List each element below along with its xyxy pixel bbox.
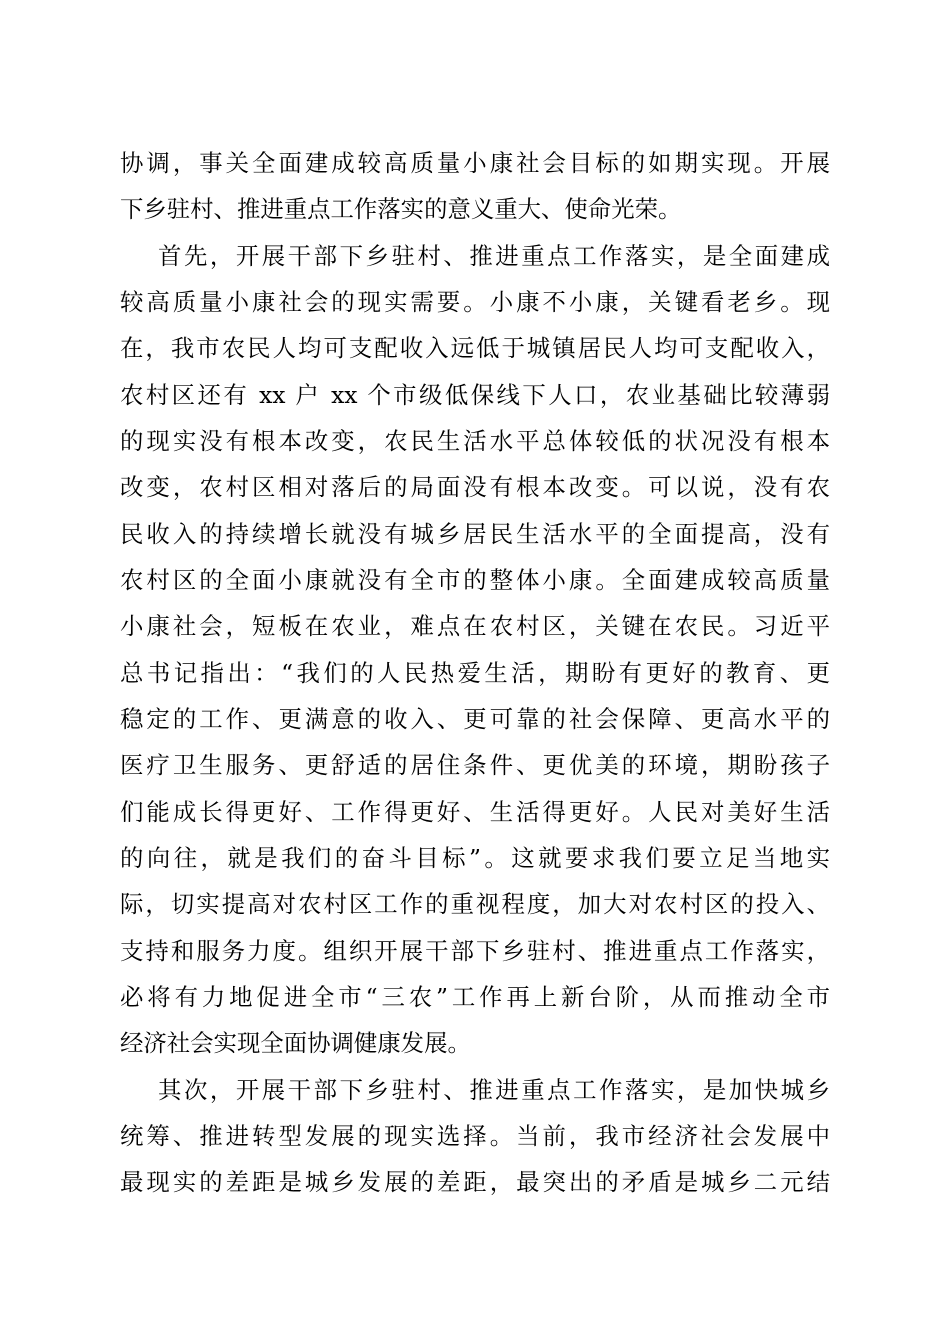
text-line: 医疗卫生服务、更舒适的居住条件、更优美的环境，期盼孩子 bbox=[120, 751, 830, 779]
text-line: 较高质量小康社会的现实需要。小康不小康，关键看老乡。现 bbox=[120, 288, 830, 316]
text-line: 改变，农村区相对落后的局面没有根本改变。可以说，没有农 bbox=[120, 473, 830, 501]
text-line: 经济社会实现全面协调健康发展。 bbox=[120, 1029, 471, 1057]
text-line: 支持和服务力度。组织开展干部下乡驻村、推进重点工作落实， bbox=[120, 937, 830, 965]
text-line: 统筹、推进转型发展的现实选择。当前，我市经济社会发展中 bbox=[120, 1122, 830, 1150]
text-line: 必将有力地促进全市“三农”工作再上新台阶，从而推动全市 bbox=[120, 983, 830, 1011]
text-line: 小康社会，短板在农业，难点在农村区，关键在农民。习近平 bbox=[120, 612, 830, 640]
text-line: 民收入的持续增长就没有城乡居民生活水平的全面提高，没有 bbox=[120, 520, 830, 548]
text-line: 的现实没有根本改变，农民生活水平总体较低的状况没有根本 bbox=[120, 427, 830, 455]
text-line: 总书记指出：“我们的人民热爱生活，期盼有更好的教育、更 bbox=[120, 659, 830, 687]
text-line: 协调，事关全面建成较高质量小康社会目标的如期实现。开展 bbox=[120, 149, 830, 177]
text-line: 农村区的全面小康就没有全市的整体小康。全面建成较高质量 bbox=[120, 566, 830, 594]
text-line: 际，切实提高对农村区工作的重视程度，加大对农村区的投入、 bbox=[120, 890, 830, 918]
text-line: 最现实的差距是城乡发展的差距，最突出的矛盾是城乡二元结 bbox=[120, 1168, 830, 1196]
text-line: 农村区还有 xx 户 xx 个市级低保线下人口，农业基础比较薄弱 bbox=[120, 381, 830, 409]
text-line: 们能成长得更好、工作得更好、生活得更好。人民对美好生活 bbox=[120, 798, 830, 826]
paragraph-first-line: 首先，开展干部下乡驻村、推进重点工作落实，是全面建成 bbox=[158, 242, 830, 270]
text-line: 稳定的工作、更满意的收入、更可靠的社会保障、更高水平的 bbox=[120, 705, 830, 733]
text-line: 下乡驻村、推进重点工作落实的意义重大、使命光荣。 bbox=[120, 195, 682, 223]
text-line: 在，我市农民人均可支配收入远低于城镇居民人均可支配收入， bbox=[120, 334, 830, 362]
paragraph-first-line: 其次，开展干部下乡驻村、推进重点工作落实，是加快城乡 bbox=[158, 1076, 830, 1104]
text-line: 的向往，就是我们的奋斗目标”。这就要求我们要立足当地实 bbox=[120, 844, 830, 872]
